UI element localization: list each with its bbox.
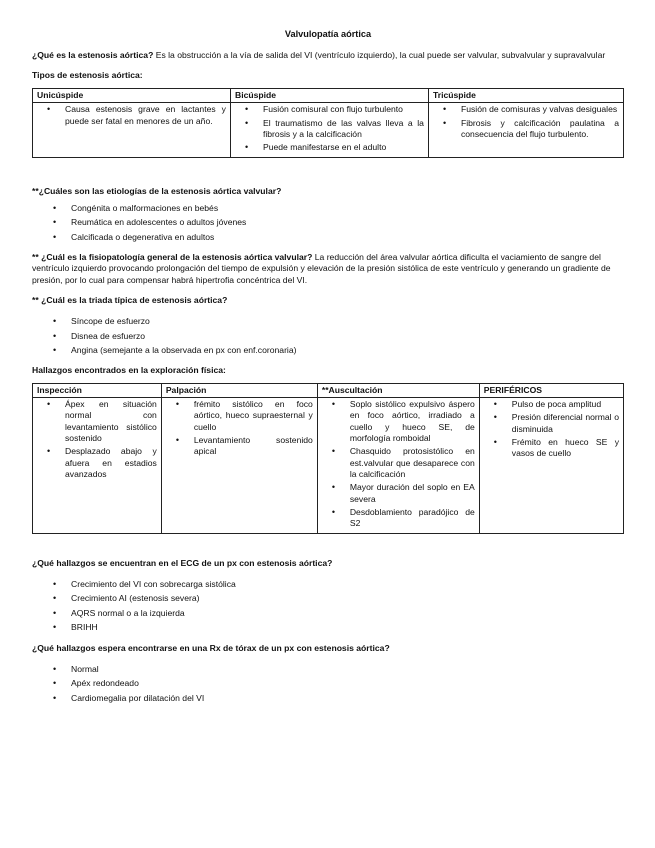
list-item: • Crecimiento del VI con sobrecarga sistólica: [71, 579, 624, 590]
list-item: • frémito sistólico en foco aórtico, hueco supraesternal y cuello: [194, 399, 313, 433]
list-item: • Angina (semejante a la observada en px con enf.coronaria): [71, 345, 624, 356]
triad-heading: ** ¿Cuál es la triada típica de estenosis aórtica?: [32, 294, 228, 305]
list-item: • Reumática en adolescentes o adultos jóvenes: [71, 217, 624, 228]
rx-list: [32, 664, 624, 704]
types-cell-bicuspide: [230, 103, 428, 157]
list-item: • Pulso de poca amplitud: [512, 399, 619, 410]
list-item: • Congénita o malformaciones en bebés: [71, 203, 624, 214]
types-header-bicuspide: Bicúspide: [230, 88, 428, 102]
document-title: Valvulopatía aórtica: [284, 29, 372, 39]
exam-heading: Hallazgos encontrados en la exploración física:: [32, 365, 226, 376]
list-item: • Levantamiento sostenido apical: [194, 435, 313, 458]
triad-list: [32, 316, 624, 356]
intro-paragraph: [32, 50, 624, 61]
list-item: • Crecimiento AI (estenosis severa): [71, 593, 624, 604]
document-page: [32, 28, 624, 713]
list-item: • Mayor duración del soplo en EA severa: [350, 482, 475, 505]
list-item: • Ápex en situación normal con levantamiento sistólico sostenido: [65, 399, 157, 444]
list-item: • Disnea de esfuerzo: [71, 331, 624, 342]
list-item: • Causa estenosis grave en lactantes y puede ser fatal en menores de un año.: [65, 104, 226, 127]
list-item: • Desdoblamiento paradójico de S2: [350, 507, 475, 530]
ecg-heading: ¿Qué hallazgos se encuentran en el ECG de un px con estenosis aórtica?: [32, 557, 333, 568]
rx-heading: ¿Qué hallazgos espera encontrarse en una Rx de tórax de un px con estenosis aórtica?: [32, 642, 390, 653]
intro-answer: Es la obstrucción a la vía de salida del VI (ventrículo izquierdo), la cual puede ser valvular, subvalvular y supravalvular: [153, 50, 606, 61]
list-item: • Puede manifestarse en el adulto: [263, 142, 424, 153]
types-table: [32, 88, 624, 158]
list-item: • Frémito en hueco SE y vasos de cuello: [512, 437, 619, 460]
list-item: • Calcificada o degenerativa en adultos: [71, 232, 624, 243]
list-item: • Presión diferencial normal o disminuida: [512, 412, 619, 435]
list-item: • Síncope de esfuerzo: [71, 316, 624, 327]
exam-header-inspeccion: Inspección: [33, 383, 162, 397]
list-item: • El traumatismo de las valvas lleva a la fibrosis y a la calcificación: [263, 118, 424, 141]
types-heading: Tipos de estenosis aórtica:: [32, 70, 143, 81]
exam-cell-palpacion: [161, 398, 317, 534]
exam-cell-inspeccion: [33, 398, 162, 534]
types-header-unicuspide: Unicúspide: [33, 88, 231, 102]
list-item: • Fusión comisural con flujo turbulento: [263, 104, 424, 115]
list-item: • Desplazado abajo y afuera en estadios avanzados: [65, 446, 157, 480]
ecg-list: [32, 579, 624, 633]
exam-header-auscultacion: **Auscultación: [317, 383, 479, 397]
types-header-tricuspide: Tricúspide: [428, 88, 623, 102]
physio-question: ** ¿Cuál es la fisiopatología general de la estenosis aórtica valvular?: [32, 251, 313, 262]
exam-header-perifericos: PERIFÉRICOS: [479, 383, 623, 397]
intro-question: ¿Qué es la estenosis aórtica?: [32, 50, 154, 61]
list-item: • Apéx redondeado: [71, 678, 624, 689]
etiology-heading: **¿Cuáles son las etiologías de la estenosis aórtica valvular?: [32, 185, 282, 196]
exam-cell-perifericos: [479, 398, 623, 534]
list-item: • Cardiomegalia por dilatación del VI: [71, 693, 624, 704]
list-item: • AQRS normal o a la izquierda: [71, 608, 624, 619]
types-cell-unicuspide: [33, 103, 231, 157]
exam-table: [32, 383, 624, 534]
exam-header-palpacion: Palpación: [161, 383, 317, 397]
list-item: • Chasquido protosistólico en est.valvular que desaparece con la calcificación: [350, 446, 475, 480]
list-item: • Soplo sistólico expulsivo áspero en foco aórtico, irradiado a cuello y hueco SE, de morfología romboidal: [350, 399, 475, 444]
list-item: • Fusión de comisuras y valvas desiguales: [461, 104, 619, 115]
list-item: • Fibrosis y calcificación paulatina a consecuencia del flujo turbulento.: [461, 118, 619, 141]
list-item: • Normal: [71, 664, 624, 675]
exam-cell-auscultacion: [317, 398, 479, 534]
list-item: • BRIHH: [71, 622, 624, 633]
types-cell-tricuspide: [428, 103, 623, 157]
etiology-list: [32, 203, 624, 243]
physio-answer: La reducción del área valvular aórtica dificulta el vaciamiento de sangre del ventrículo izquierdo provocando prolongación del tiempo de expulsión y elevación de la presión sistólica de este ventrículo y generando un gradiente de presión, por lo cual para compensar habrá hipertrofia concéntrica del VI.: [32, 251, 611, 285]
physio-paragraph: [32, 252, 624, 286]
